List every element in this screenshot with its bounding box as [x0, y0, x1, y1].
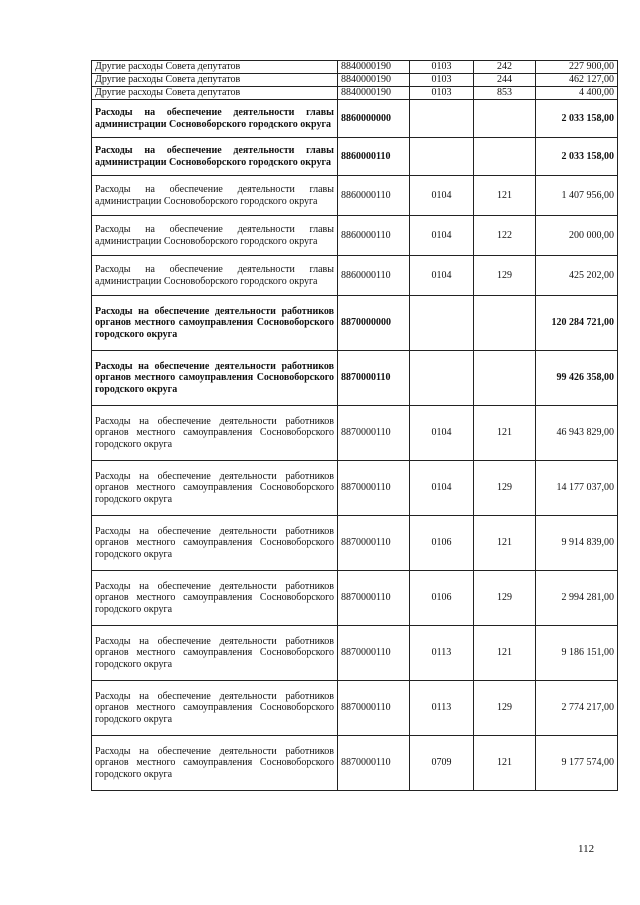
expense-type-cell: 121	[474, 626, 536, 681]
expense-name-cell: Расходы на обеспечение деятельности работников органов местного самоуправления Сосновоборского городского округа	[92, 681, 338, 736]
amount-cell: 9 186 151,00	[536, 626, 618, 681]
expense-type-cell: 121	[474, 736, 536, 791]
expense-name-cell: Расходы на обеспечение деятельности главы администрации Сосновоборского городского округа	[92, 216, 338, 256]
expense-name-cell: Другие расходы Совета депутатов	[92, 61, 338, 74]
table-row	[92, 256, 618, 296]
table-row	[92, 176, 618, 216]
amount-cell: 4 400,00	[536, 87, 618, 100]
expense-type-cell: 129	[474, 681, 536, 736]
section-code-cell: 0104	[410, 176, 474, 216]
target-article-cell: 8840000190	[338, 61, 410, 74]
section-code-cell: 0104	[410, 461, 474, 516]
expense-type-cell: 121	[474, 406, 536, 461]
expense-type-cell: 129	[474, 461, 536, 516]
section-code-cell: 0709	[410, 736, 474, 791]
table-row	[92, 100, 618, 138]
page-number: 112	[578, 843, 595, 855]
table-row	[92, 351, 618, 406]
target-article-cell: 8860000000	[338, 100, 410, 138]
amount-cell: 462 127,00	[536, 74, 618, 87]
expense-name-cell: Другие расходы Совета депутатов	[92, 74, 338, 87]
table-row	[92, 681, 618, 736]
expense-name-cell: Расходы на обеспечение деятельности работников органов местного самоуправления Сосновоборского городского округа	[92, 736, 338, 791]
table-row	[92, 461, 618, 516]
table-row	[92, 296, 618, 351]
amount-cell: 2 774 217,00	[536, 681, 618, 736]
expense-name-cell: Расходы на обеспечение деятельности главы администрации Сосновоборского городского округа	[92, 100, 338, 138]
target-article-cell: 8870000110	[338, 516, 410, 571]
expense-name-cell: Расходы на обеспечение деятельности работников органов местного самоуправления Сосновоборского городского округа	[92, 351, 338, 406]
amount-cell: 9 177 574,00	[536, 736, 618, 791]
expense-type-cell: 853	[474, 87, 536, 100]
amount-cell: 99 426 358,00	[536, 351, 618, 406]
table-row	[92, 406, 618, 461]
target-article-cell: 8860000110	[338, 256, 410, 296]
expense-type-cell: 129	[474, 571, 536, 626]
table-row	[92, 138, 618, 176]
expense-type-cell: 129	[474, 256, 536, 296]
amount-cell: 9 914 839,00	[536, 516, 618, 571]
amount-cell: 227 900,00	[536, 61, 618, 74]
amount-cell: 425 202,00	[536, 256, 618, 296]
target-article-cell: 8870000110	[338, 351, 410, 406]
target-article-cell: 8870000110	[338, 406, 410, 461]
target-article-cell: 8860000110	[338, 176, 410, 216]
expense-name-cell: Расходы на обеспечение деятельности работников органов местного самоуправления Сосновоборского городского округа	[92, 626, 338, 681]
expense-name-cell: Другие расходы Совета депутатов	[92, 87, 338, 100]
budget-table	[91, 60, 618, 791]
section-code-cell	[410, 138, 474, 176]
table-row	[92, 87, 618, 100]
section-code-cell: 0113	[410, 681, 474, 736]
section-code-cell	[410, 296, 474, 351]
target-article-cell: 8870000110	[338, 461, 410, 516]
expense-name-cell: Расходы на обеспечение деятельности работников органов местного самоуправления Сосновоборского городского округа	[92, 461, 338, 516]
expense-type-cell	[474, 351, 536, 406]
expense-name-cell: Расходы на обеспечение деятельности главы администрации Сосновоборского городского округа	[92, 176, 338, 216]
expense-type-cell	[474, 138, 536, 176]
table-row	[92, 736, 618, 791]
section-code-cell: 0104	[410, 256, 474, 296]
section-code-cell: 0104	[410, 406, 474, 461]
table-row	[92, 74, 618, 87]
expense-name-cell: Расходы на обеспечение деятельности работников органов местного самоуправления Сосновоборского городского округа	[92, 296, 338, 351]
table-row	[92, 516, 618, 571]
amount-cell: 46 943 829,00	[536, 406, 618, 461]
expense-type-cell: 244	[474, 74, 536, 87]
target-article-cell: 8860000110	[338, 216, 410, 256]
amount-cell: 200 000,00	[536, 216, 618, 256]
expense-type-cell: 121	[474, 516, 536, 571]
section-code-cell: 0103	[410, 74, 474, 87]
target-article-cell: 8840000190	[338, 87, 410, 100]
section-code-cell	[410, 100, 474, 138]
expense-type-cell	[474, 100, 536, 138]
section-code-cell: 0103	[410, 61, 474, 74]
expense-name-cell: Расходы на обеспечение деятельности главы администрации Сосновоборского городского округа	[92, 256, 338, 296]
target-article-cell: 8870000110	[338, 736, 410, 791]
target-article-cell: 8860000110	[338, 138, 410, 176]
budget-table-body	[92, 61, 618, 791]
section-code-cell	[410, 351, 474, 406]
table-row	[92, 626, 618, 681]
amount-cell: 2 033 158,00	[536, 100, 618, 138]
amount-cell: 2 994 281,00	[536, 571, 618, 626]
target-article-cell: 8840000190	[338, 74, 410, 87]
expense-name-cell: Расходы на обеспечение деятельности главы администрации Сосновоборского городского округа	[92, 138, 338, 176]
expense-type-cell: 242	[474, 61, 536, 74]
section-code-cell: 0106	[410, 571, 474, 626]
amount-cell: 1 407 956,00	[536, 176, 618, 216]
amount-cell: 120 284 721,00	[536, 296, 618, 351]
table-row	[92, 61, 618, 74]
expense-name-cell: Расходы на обеспечение деятельности работников органов местного самоуправления Сосновоборского городского округа	[92, 406, 338, 461]
section-code-cell: 0103	[410, 87, 474, 100]
expense-type-cell: 121	[474, 176, 536, 216]
expense-type-cell	[474, 296, 536, 351]
section-code-cell: 0106	[410, 516, 474, 571]
expense-name-cell: Расходы на обеспечение деятельности работников органов местного самоуправления Сосновоборского городского округа	[92, 571, 338, 626]
target-article-cell: 8870000110	[338, 681, 410, 736]
table-row	[92, 571, 618, 626]
target-article-cell: 8870000110	[338, 626, 410, 681]
target-article-cell: 8870000000	[338, 296, 410, 351]
target-article-cell: 8870000110	[338, 571, 410, 626]
expense-name-cell: Расходы на обеспечение деятельности работников органов местного самоуправления Сосновоборского городского округа	[92, 516, 338, 571]
amount-cell: 2 033 158,00	[536, 138, 618, 176]
section-code-cell: 0104	[410, 216, 474, 256]
section-code-cell: 0113	[410, 626, 474, 681]
table-row	[92, 216, 618, 256]
amount-cell: 14 177 037,00	[536, 461, 618, 516]
expense-type-cell: 122	[474, 216, 536, 256]
